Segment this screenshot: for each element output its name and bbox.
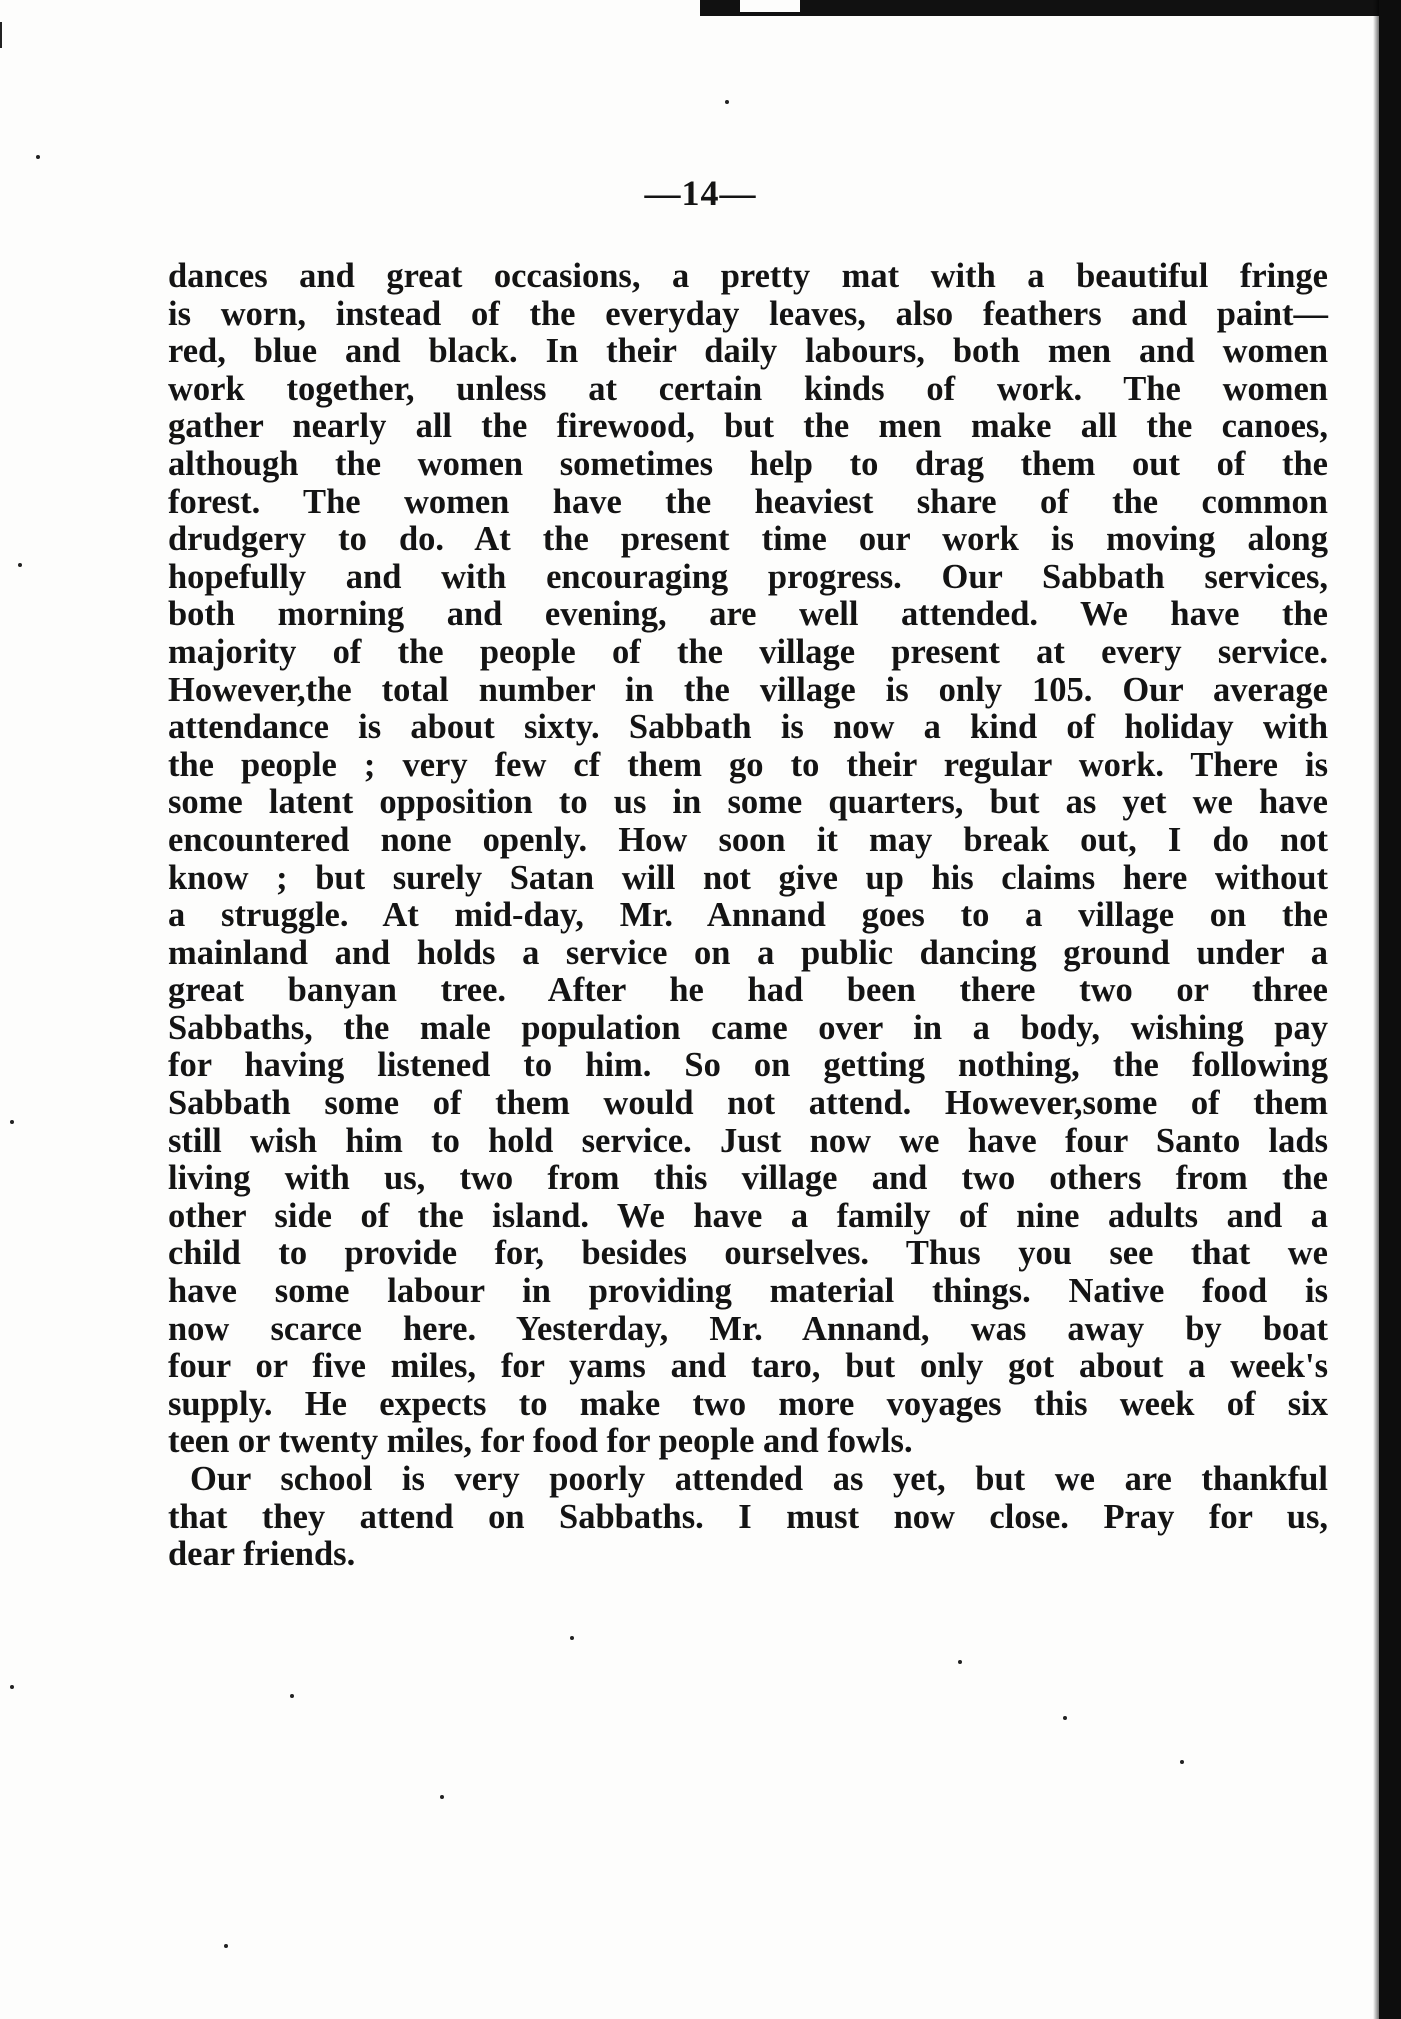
text-line: dances and great occasions, a pretty mat with a beautiful fringe — [168, 257, 1328, 295]
text-line: for having listened to him. So on getting nothing, the following — [168, 1046, 1328, 1085]
scan-right-shadow — [1373, 0, 1379, 2019]
scan-speck — [1063, 1716, 1067, 1720]
scan-speck — [440, 1795, 444, 1799]
text-line: have some labour in providing material things. Native food is — [168, 1272, 1328, 1311]
scan-top-border-thin — [1015, 4, 1380, 14]
scan-top-border-gap — [740, 0, 800, 12]
text-line: the people ; very few cf them go to their regular work. There is — [168, 745, 1328, 784]
text-line: red, blue and black. In their daily labours, both men and women — [168, 332, 1328, 371]
text-line: work together, unless at certain kinds of work. The women — [168, 369, 1328, 408]
text-line: a struggle. At mid-day, Mr. Annand goes to a village on the — [168, 896, 1328, 935]
text-line: four or five miles, for yams and taro, but only got about a week's — [168, 1347, 1328, 1386]
scan-speck — [10, 1120, 14, 1124]
text-line: teen or twenty miles, for food for people and fowls. — [168, 1422, 913, 1461]
scan-speck — [958, 1660, 962, 1664]
text-line: great banyan tree. After he had been there two or three — [168, 971, 1328, 1010]
text-line: attendance is about sixty. Sabbath is now a kind of holiday with — [168, 708, 1328, 747]
text-line: drudgery to do. At the present time our work is moving along — [168, 520, 1328, 559]
text-line: now scarce here. Yesterday, Mr. Annand, was away by boat — [168, 1309, 1328, 1348]
page-number: —14— — [644, 173, 757, 213]
text-line: other side of the island. We have a family of nine adults and a — [168, 1196, 1328, 1235]
text-line: majority of the people of the village present at every service. — [168, 632, 1328, 671]
text-line: still wish him to hold service. Just now we have four Santo lads — [168, 1121, 1328, 1160]
scan-speck — [10, 1685, 14, 1689]
scan-right-edge — [1379, 0, 1401, 2019]
text-line: dear friends. — [168, 1535, 356, 1574]
scan-speck — [36, 155, 40, 159]
text-line: Our school is very poorly attended as yet, but we are thankful — [190, 1460, 1328, 1498]
text-line: child to provide for, besides ourselves. Thus you see that we — [168, 1234, 1328, 1273]
scan-left-mark — [0, 22, 14, 48]
text-line: although the women sometimes help to drag them out of the — [168, 444, 1328, 483]
text-line: hopefully and with encouraging progress. Our Sabbath services, — [168, 557, 1328, 596]
scan-speck — [725, 100, 729, 104]
text-line: is worn, instead of the everyday leaves, also feathers and paint— — [168, 294, 1328, 333]
text-line: mainland and holds a service on a public dancing ground under a — [168, 933, 1328, 972]
scan-speck — [18, 563, 22, 567]
letter-body-text — [168, 258, 1328, 1574]
text-line: know ; but surely Satan will not give up his claims here without — [168, 858, 1328, 897]
text-line: supply. He expects to make two more voyages this week of six — [168, 1384, 1328, 1423]
scan-speck — [224, 1944, 228, 1948]
text-line: both morning and evening, are well attended. We have the — [168, 595, 1328, 634]
scan-speck — [1180, 1760, 1184, 1764]
text-line: Sabbath some of them would not attend. However,some of them — [168, 1084, 1328, 1123]
text-line: forest. The women have the heaviest share of the common — [168, 482, 1328, 521]
text-line: that they attend on Sabbaths. I must now close. Pray for us, — [168, 1497, 1328, 1536]
text-line: encountered none openly. How soon it may break out, I do not — [168, 820, 1328, 859]
text-line: some latent opposition to us in some quarters, but as yet we have — [168, 783, 1328, 822]
text-line: living with us, two from this village and two others from the — [168, 1159, 1328, 1198]
text-line: gather nearly all the firewood, but the men make all the canoes, — [168, 407, 1328, 446]
text-line: However,the total number in the village is only 105. Our average — [168, 670, 1328, 709]
scan-speck — [290, 1694, 294, 1698]
scan-speck — [570, 1636, 574, 1640]
text-line: Sabbaths, the male population came over in a body, wishing pay — [168, 1008, 1328, 1047]
